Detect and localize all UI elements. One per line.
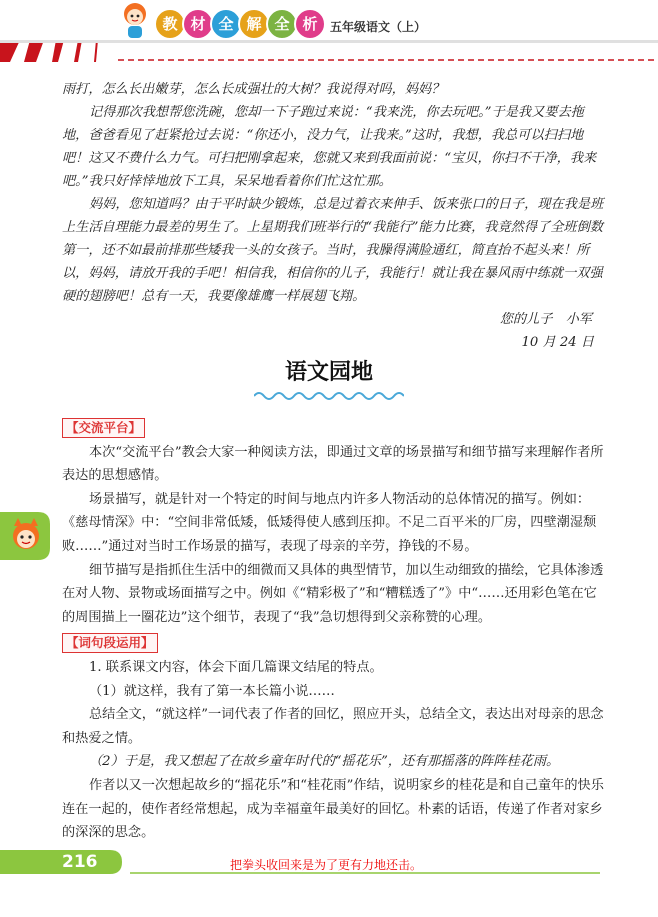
logo-char-2: 材 — [182, 8, 214, 40]
logo-char-5: 全 — [266, 8, 298, 40]
usage-paragraph: 1. 联系课文内容，体会下面几篇课文结尾的特点。 — [89, 659, 383, 675]
letter-paragraph: 记得那次我想帮您洗碗，您却一下子跑过来说：“我来洗，你去玩吧。”于是我又要去拖地，爸爸看见了赶紧抢过去说：“你还小，没力气，让我来。”这时，我想，我总可以扫扫地吧！这又不费什么力气。可扫把刚拿起来，您就又来到我面前说：“宝贝，你扫不干净，我来吧。”我只好悻悻地放下工具，呆呆地看着你们忙这忙那。 — [62, 105, 597, 189]
letter-signature: 您的儿子 小军 — [499, 312, 592, 327]
header-banner — [0, 40, 658, 62]
logo-char-6: 析 — [294, 8, 326, 40]
logo-char-3: 全 — [210, 8, 242, 40]
section-title — [0, 355, 658, 402]
letter-paragraph: 妈妈，您知道吗？由于平时缺少锻炼，总是过着衣来伸手、饭来张口的日子，现在我是班上生活自理能力最差的男生了。上星期我们班举行的“我能行”能力比赛，我竟然得了全班倒数第一，还不如最前排那些矮我一头的女孩子。当时，我臊得满脸通红，简直抬不起头来！所以，妈妈，请放开我的手吧！相信我，相信你的儿子，我能行！就让我在暴风雨中练就一双强硬的翅膀吧！总有一天，我要像雄鹰一样展翅飞翔。 — [62, 197, 604, 304]
logo-char-1: 教 — [154, 8, 186, 40]
grade-label: 五年级语文（上） — [330, 20, 427, 34]
footer-motto: 把拳头收回来是为了更有力地还击。 — [230, 858, 423, 872]
usage-paragraph: 总结全文，“就这样”一词代表了作者的回忆，照应开头，总结全文，表达出对母亲的思念和热爱之情。 — [62, 707, 604, 746]
letter-section — [62, 78, 606, 354]
garden-body — [62, 414, 606, 845]
letter-date: 10 月 24 日 — [521, 335, 594, 350]
side-mascot-tab — [0, 508, 56, 564]
logo-char-4: 解 — [238, 8, 270, 40]
exchange-paragraph: 场景描写，就是针对一个特定的时间与地点内许多人物活动的总体情况的描写。例如：《慈母情深》中：“空间非常低矮，低矮得使人感到压抑。不足二百平米的厂房，四壁潮湿颓败……”通过对当时工作场景的描写，表现了母亲的辛劳，挣钱的不易。 — [62, 491, 597, 554]
usage-heading: 【词句段运用】 — [62, 633, 158, 653]
section-title-text: 语文园地 — [284, 360, 373, 385]
exchange-paragraph: 细节描写是指抓住生活中的细微而又具体的典型情节，加以生动细致的描绘，它具体渗透在对人物、景物或场面描写之中。例如《“精彩极了”和“糟糕透了”》中“……还用彩色笔在它的周围描上一圈花边”这个细节，表现了“我”急切想得到父亲称赞的心理。 — [62, 562, 604, 625]
usage-paragraph: （1）就这样，我有了第一本长篇小说…… — [89, 683, 335, 699]
mascot-icon — [118, 0, 152, 40]
title-wave-decoration — [254, 390, 404, 402]
usage-paragraph: （2）于是，我又想起了在故乡童年时代的“摇花乐”，还有那摇落的阵阵桂花雨。 — [89, 754, 560, 770]
page-number: 216 — [62, 852, 98, 872]
exchange-heading: 【交流平台】 — [62, 418, 145, 438]
usage-paragraph: 作者以又一次想起故乡的“摇花乐”和“桂花雨”作结，说明家乡的桂花是和自己童年的快乐连在一起的，使作者经常想起，成为幸福童年最美好的回忆。朴素的话语，传递了作者对家乡的深深的思念。 — [62, 777, 604, 841]
page-header — [0, 0, 658, 70]
exchange-paragraph: 本次“交流平台”教会大家一种阅读方法，即通过文章的场景描写和细节描写来理解作者所表达的思想感情。 — [62, 444, 604, 484]
letter-paragraph: 雨打，怎么长出嫩芽，怎么长成强壮的大树？我说得对吗，妈妈？ — [62, 82, 445, 97]
